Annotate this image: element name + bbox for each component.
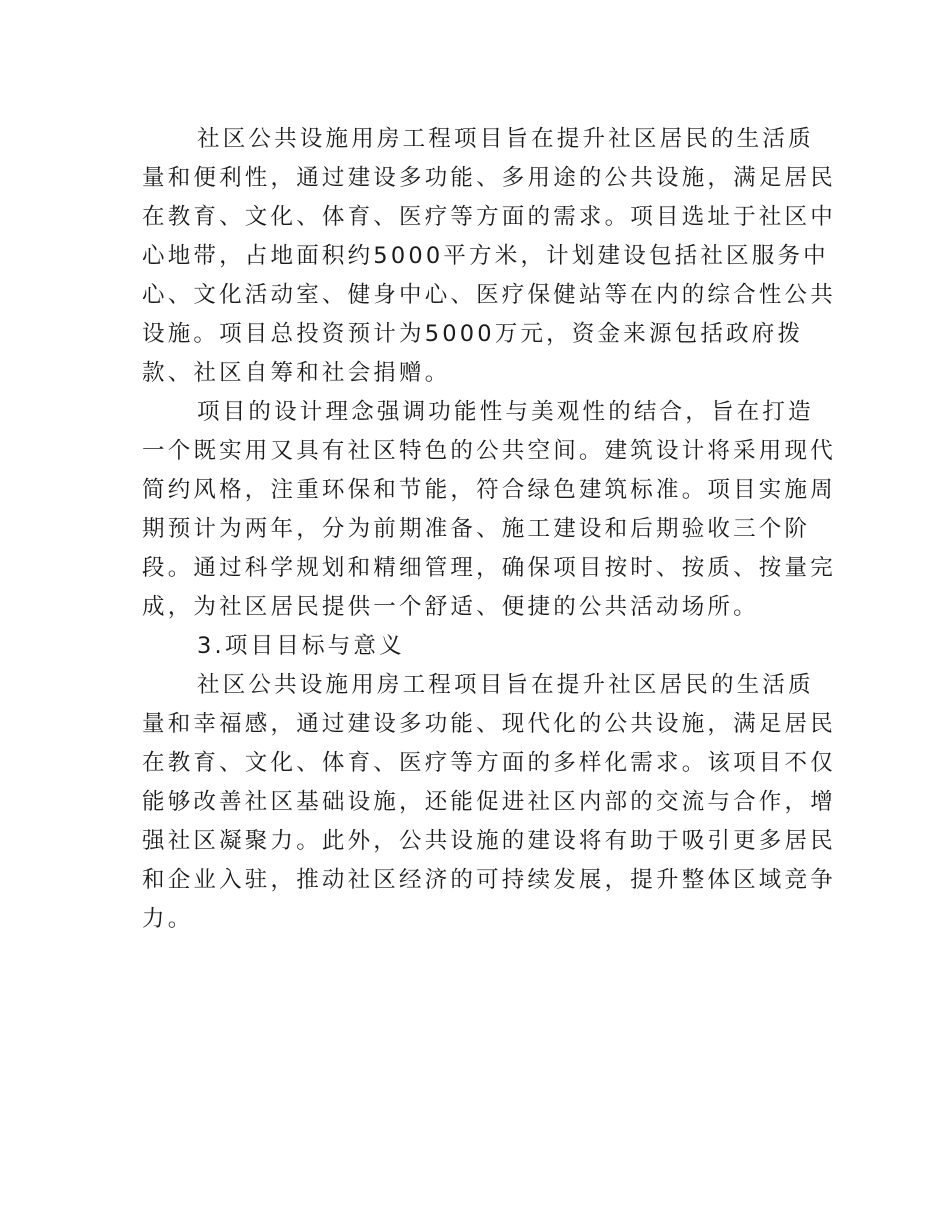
paragraph-line: 一个既实用又具有社区特色的公共空间。建筑设计将采用现代 [142,438,836,464]
paragraph-line: 能够改善社区基础设施，还能促进社区内部的交流与合作，增 [142,789,836,815]
paragraph-line: 和企业入驻，推动社区经济的可持续发展，提升整体区域竞争 [142,867,836,893]
paragraph-line: 在教育、文化、体育、医疗等方面的需求。项目选址于社区中 [142,204,836,230]
paragraph-line: 在教育、文化、体育、医疗等方面的多样化需求。该项目不仅 [142,750,836,776]
paragraph-line: 项目的设计理念强调功能性与美观性的结合，旨在打造 [197,399,814,425]
paragraph-goals-significance [142,666,836,939]
paragraph-line: 强社区凝聚力。此外，公共设施的建设将有助于吸引更多居民 [142,828,836,854]
section-heading: 3.项目目标与意义 [197,633,405,659]
paragraph-line: 心、文化活动室、健身中心、医疗保健站等在内的综合性公共 [142,282,836,308]
paragraph-line: 社区公共设施用房工程项目旨在提升社区居民的生活质 [197,126,814,152]
paragraph-line: 量和幸福感，通过建设多功能、现代化的公共设施，满足居民 [142,711,836,737]
paragraph-line: 力。 [142,906,194,932]
document-page [142,120,836,939]
paragraph-line: 量和便利性，通过建设多功能、多用途的公共设施，满足居民 [142,165,836,191]
paragraph-project-overview [142,120,836,393]
paragraph-line: 款、社区自筹和社会捐赠。 [142,360,451,386]
paragraph-line: 成，为社区居民提供一个舒适、便捷的公共活动场所。 [142,594,759,620]
paragraph-line: 简约风格，注重环保和节能，符合绿色建筑标准。项目实施周 [142,477,836,503]
paragraph-line: 社区公共设施用房工程项目旨在提升社区居民的生活质 [197,672,814,698]
paragraph-line: 段。通过科学规划和精细管理，确保项目按时、按质、按量完 [142,555,836,581]
paragraph-line: 心地带，占地面积约5000平方米，计划建设包括社区服务中 [142,243,829,269]
paragraph-line: 设施。项目总投资预计为5000万元，资金来源包括政府拨 [142,321,804,347]
paragraph-line: 期预计为两年，分为前期准备、施工建设和后期验收三个阶 [142,516,811,542]
paragraph-design-concept [142,393,836,627]
